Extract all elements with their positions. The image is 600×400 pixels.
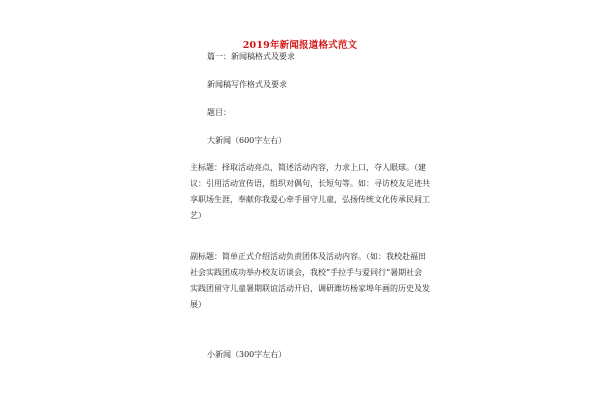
main-title-paragraph (190, 160, 430, 224)
big-news-label: 大新闻（600字左右） (207, 136, 287, 145)
subtitle-line: 社会实践团成功举办校友访谈会，我校“手拉手与爱同行”暑期社会 (190, 268, 423, 277)
small-news-label: 小新闻（300字左右） (207, 350, 287, 359)
subtitle-line: 展） (190, 300, 206, 309)
document-title: 2019年新闻报道格式范文 (242, 40, 358, 51)
section-heading: 新闻稿写作格式及要求 (207, 80, 287, 89)
main-title-line: 议：引用活动宣传语，组织对偶句，长短句等。如：寻访校友足迹共 (190, 179, 430, 188)
chapter-heading: 篇一：新闻稿格式及要求 (207, 52, 295, 61)
main-title-line: 享职场生涯，奉献你我爱心牵手留守儿童，弘扬传统文化传承民间工 (190, 195, 430, 204)
topic-label: 题目： (207, 108, 231, 117)
subtitle-line: 副标题：简单正式介绍活动负责团体及活动内容。（如：我校赴福田 (190, 252, 426, 261)
main-title-line: 艺） (190, 211, 206, 220)
main-title-line: 主标题：择取活动亮点，简述活动内容，力求上口，夺人眼球。（建 (190, 163, 426, 172)
subtitle-paragraph (190, 249, 430, 313)
subtitle-line: 实践团留守儿童暑期联谊活动开启，调研潍坊杨家埠年画的历史及发 (190, 284, 430, 293)
